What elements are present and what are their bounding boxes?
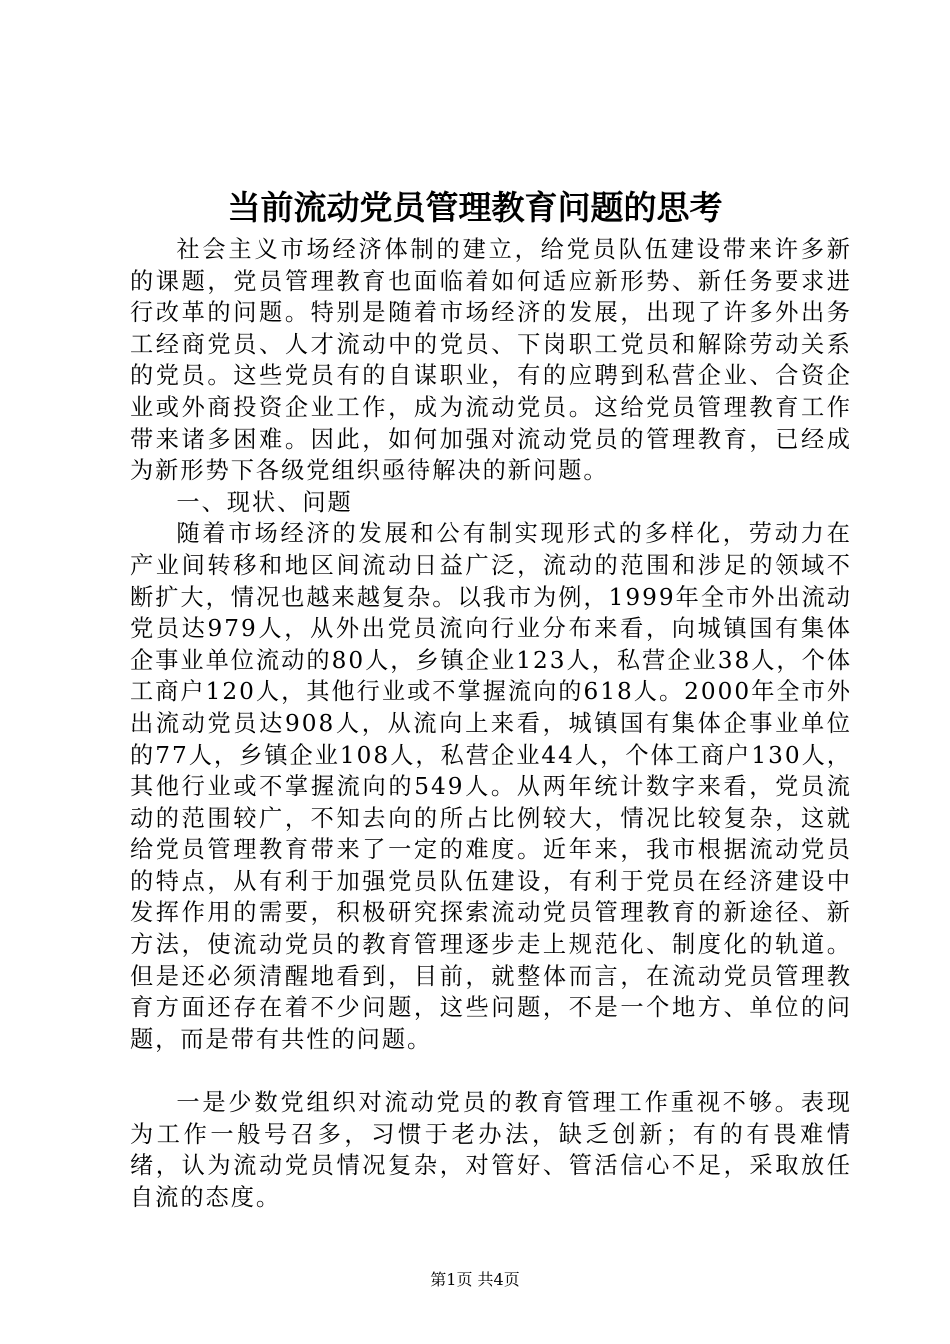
paragraph-spacer [130,1055,852,1087]
section-heading: 一、现状、问题 [176,488,353,516]
status-paragraph: 随着市场经济的发展和公有制实现形式的多样化，劳动力在产业间转移和地区间流动日益广泛，流动的范围和涉足的领域不断扩大，情况也越来越复杂。以我市为例，1999年全市外出流动党员达979人，从外出党员流向行业分布来看，向城镇国有集体企事业单位流动的80人，乡镇企业123人，私营企业38人，个体工商户120人，其他行业或不掌握流向的618人。2000年全市外出流动党员达908人，从流向上来看，城镇国有集体企事业单位的77人，乡镇企业108人，私营企业44人，个体工商户130人，其他行业或不掌握流向的549人。从两年统计数字来看，党员流动的范围较广，不知去向的所占比例较大，情况比较复杂，这就给党员管理教育带来了一定的难度。近年来，我市根据流动党员的特点，从有利于加强党员队伍建设，有利于党员在经济建设中发挥作用的需要，积极研究探索流动党员管理教育的新途径、新方法，使流动党员的教育管理逐步走上规范化、制度化的轨道。但是还必须清醒地看到，目前，就整体而言，在流动党员管理教育方面还存在着不少问题，这些问题，不是一个地方、单位的问题，而是带有共性的问题。 [130,520,852,1053]
issue-one-paragraph: 一是少数党组织对流动党员的教育管理工作重视不够。表现为工作一般号召多，习惯于老办法，缺乏创新；有的有畏难情绪，认为流动党员情况复杂，对管好、管活信心不足，采取放任自流的态度。 [130,1089,852,1211]
intro-paragraph: 社会主义市场经济体制的建立，给党员队伍建设带来许多新的课题，党员管理教育也面临着如何适应新形势、新任务要求进行改革的问题。特别是随着市场经济的发展，出现了许多外出务工经商党员、人才流动中的党员、下岗职工党员和解除劳动关系的党员。这些党员有的自谋职业，有的应聘到私营企业、合资企业或外商投资企业工作，成为流动党员。这给党员管理教育工作带来诸多困难。因此，如何加强对流动党员的管理教育，已经成为新形势下各级党组织亟待解决的新问题。 [130,236,852,485]
page-number-footer: 第1页 共4页 [430,1270,520,1289]
document-title: 当前流动党员管理教育问题的思考 [227,188,723,227]
document-body [130,234,852,1213]
